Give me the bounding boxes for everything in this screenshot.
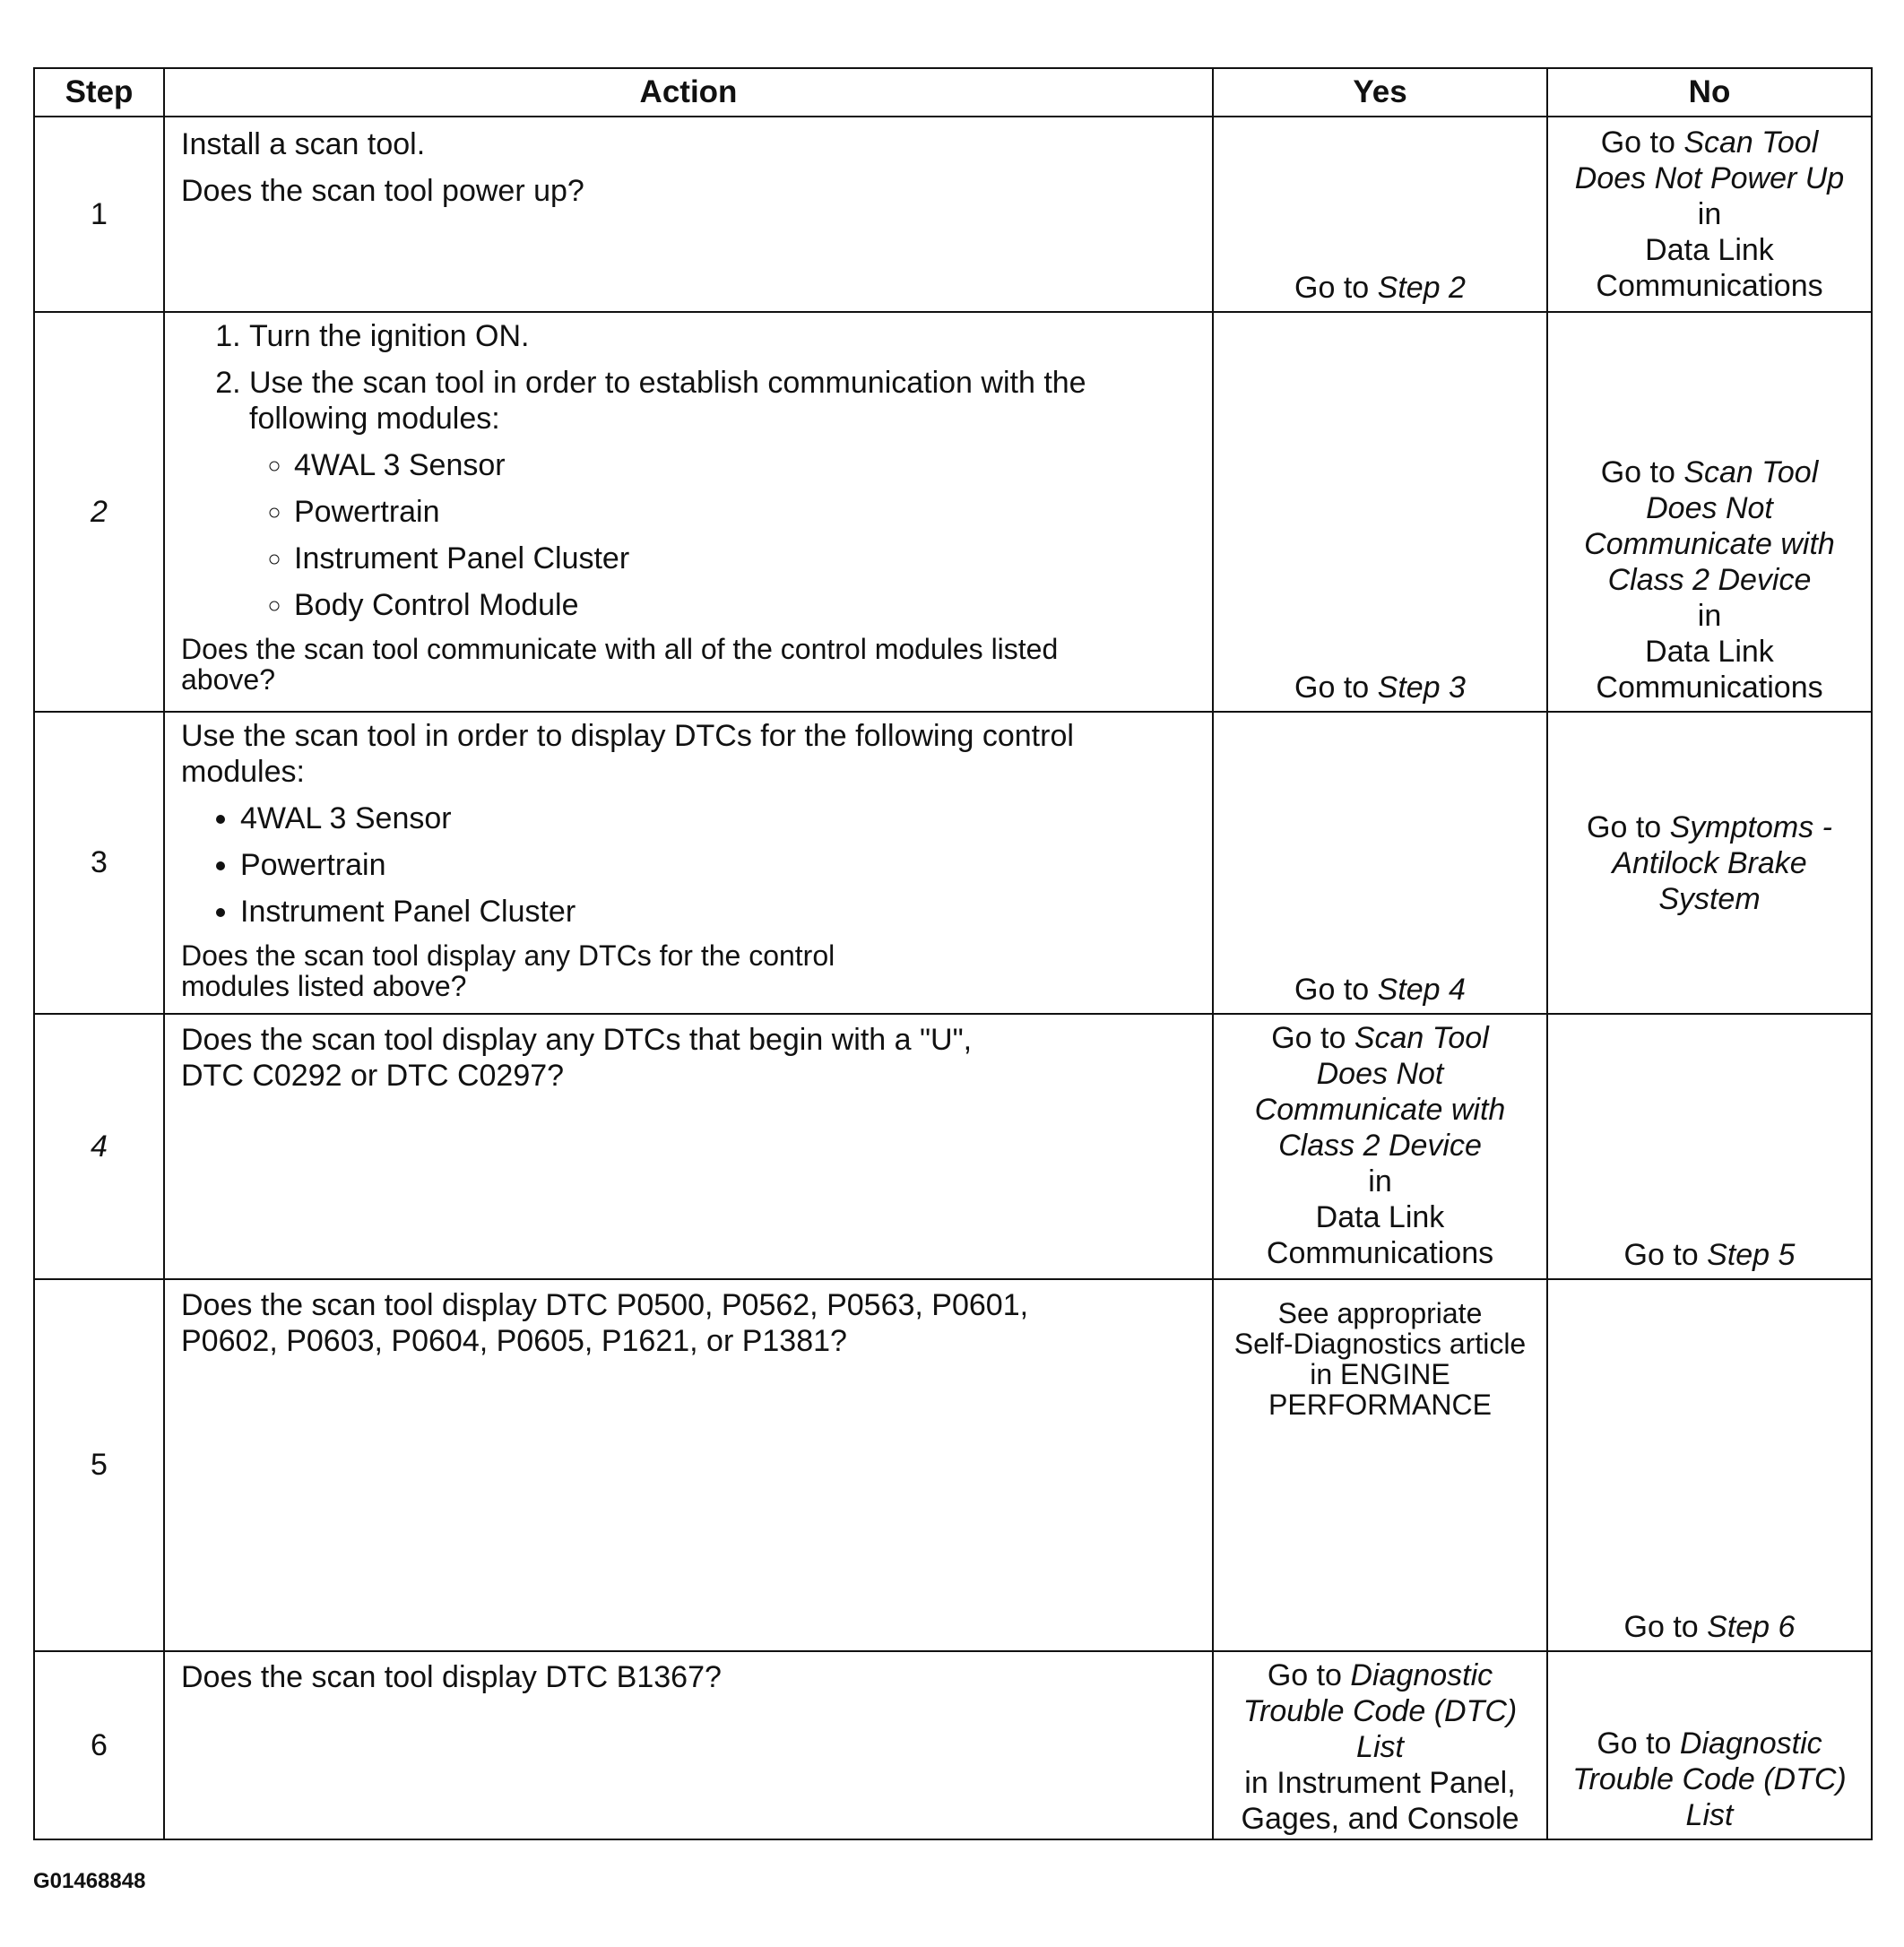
no-cell [1548, 1280, 1871, 1652]
action-question: Does the scan tool display any DTCs for the control modules listed above? [181, 939, 835, 1002]
action-cell [165, 713, 1214, 1015]
action-question: Does the scan tool display DTC P0500, P0562, P0563, P0601, P0602, P0603, P0604, P0605, P1621, or P1381? [181, 1288, 1029, 1358]
no-cell [1548, 1015, 1871, 1280]
step-number: 2 [35, 313, 165, 713]
step-number: 6 [35, 1652, 165, 1839]
procedure-link[interactable]: Does Not [1646, 491, 1773, 525]
no-text: Go to [1623, 1238, 1708, 1272]
no-text: Go to [1600, 125, 1684, 160]
yes-text: in ENGINE [1310, 1358, 1450, 1390]
procedure-link[interactable]: System [1658, 881, 1761, 916]
section-name: Data Link [1315, 1200, 1445, 1234]
procedure-link[interactable]: Trouble Code (DTC) [1242, 1694, 1518, 1728]
instruction-item: 2. Use the scan tool in order to establish communication with the following modules: ◦ 4WAL 3 Sensor ◦ Powertrain ◦ Instrument Panel Cluster ◦ Body Control Module [249, 365, 1196, 623]
procedure-link[interactable]: Symptoms - [1669, 809, 1832, 844]
yes-text: Go to [1271, 1021, 1354, 1055]
procedure-link[interactable]: Trouble Code (DTC) [1572, 1762, 1847, 1796]
figure-code: G01468848 [33, 1869, 146, 1893]
yes-text: Self-Diagnostics article [1233, 1328, 1527, 1360]
yes-text: Go to [1294, 671, 1378, 705]
no-cell [1548, 713, 1871, 1015]
section-name: Gages, and Console [1241, 1802, 1519, 1836]
action-cell [165, 1280, 1214, 1652]
header-step: Step [35, 69, 165, 117]
procedure-link[interactable]: Communicate with [1254, 1093, 1506, 1127]
section-name: Data Link [1645, 233, 1774, 267]
action-cell [165, 1652, 1214, 1839]
section-name: Communications [1596, 671, 1823, 705]
procedure-link[interactable]: Antilock Brake [1612, 845, 1807, 880]
no-cell [1548, 117, 1871, 313]
procedure-link[interactable]: Scan Tool [1683, 125, 1819, 160]
section-name: in Instrument Panel, [1244, 1766, 1516, 1800]
action-cell [165, 117, 1214, 313]
module-item: • Instrument Panel Cluster [240, 894, 1196, 930]
no-cell [1548, 1652, 1871, 1839]
procedure-link[interactable]: Does Not [1316, 1057, 1444, 1091]
module-list [181, 800, 1196, 930]
yes-cell [1214, 117, 1548, 313]
action-cell [165, 313, 1214, 713]
no-text: Go to [1587, 809, 1670, 844]
step-link[interactable]: Step 6 [1707, 1610, 1796, 1644]
procedure-link[interactable]: Class 2 Device [1607, 563, 1812, 597]
action-cell [165, 1015, 1214, 1280]
procedure-link[interactable]: List [1685, 1798, 1734, 1832]
yes-text: in [1368, 1164, 1392, 1198]
procedure-link[interactable]: Communicate with [1584, 527, 1835, 561]
no-text: Go to [1623, 1610, 1708, 1644]
procedure-link[interactable]: Diagnostic [1679, 1726, 1822, 1761]
yes-cell [1214, 313, 1548, 713]
module-item: ◦ Powertrain [294, 494, 1160, 530]
action-text: Install a scan tool. [181, 127, 426, 161]
yes-cell [1214, 713, 1548, 1015]
no-text: Go to [1600, 455, 1684, 489]
action-question: Does the scan tool communicate with all of the control modules listed above? [181, 633, 1059, 696]
module-item: ◦ Instrument Panel Cluster [294, 541, 1160, 576]
step-link[interactable]: Step 4 [1377, 973, 1466, 1007]
yes-text: Go to [1267, 1658, 1351, 1692]
diagnostic-table [33, 67, 1873, 1840]
yes-cell [1214, 1015, 1548, 1280]
step-number: 1 [35, 117, 165, 313]
section-name: Communications [1266, 1236, 1494, 1270]
instruction-list [181, 318, 1196, 623]
no-text: Go to [1597, 1726, 1680, 1761]
yes-text: Go to [1294, 973, 1378, 1007]
instruction-item: 1. Turn the ignition ON. [249, 318, 1196, 354]
module-item: ◦ 4WAL 3 Sensor [294, 447, 1160, 483]
header-yes: Yes [1214, 69, 1548, 117]
no-text: in [1697, 599, 1722, 633]
action-text: Use the scan tool in order to display DTCs for the following control modules: [181, 719, 1074, 789]
module-item: • Powertrain [240, 847, 1196, 883]
procedure-link[interactable]: Does Not Power Up [1574, 161, 1845, 195]
no-text: in [1697, 197, 1722, 231]
step-number: 3 [35, 713, 165, 1015]
no-cell [1548, 313, 1871, 713]
module-list [249, 447, 1160, 623]
module-item: ◦ Body Control Module [294, 587, 1160, 623]
procedure-link[interactable]: Diagnostic [1350, 1658, 1493, 1692]
header-action: Action [165, 69, 1214, 117]
step-link[interactable]: Step 3 [1377, 671, 1466, 705]
module-item: • 4WAL 3 Sensor [240, 800, 1196, 836]
yes-text: Go to [1294, 271, 1378, 305]
step-number: 5 [35, 1280, 165, 1652]
step-number: 4 [35, 1015, 165, 1280]
action-question: Does the scan tool display any DTCs that begin with a "U", DTC C0292 or DTC C0297? [181, 1023, 973, 1093]
action-question: Does the scan tool display DTC B1367? [181, 1660, 722, 1694]
procedure-link[interactable]: Class 2 Device [1278, 1129, 1482, 1163]
header-no: No [1548, 69, 1871, 117]
step-link[interactable]: Step 2 [1377, 271, 1466, 305]
yes-cell [1214, 1280, 1548, 1652]
step-link[interactable]: Step 5 [1707, 1238, 1796, 1272]
procedure-link[interactable]: List [1356, 1730, 1404, 1764]
yes-text: PERFORMANCE [1268, 1389, 1492, 1421]
procedure-link[interactable]: Scan Tool [1354, 1021, 1489, 1055]
section-name: Data Link [1645, 635, 1774, 669]
yes-text: See appropriate [1277, 1297, 1483, 1329]
procedure-link[interactable]: Scan Tool [1683, 455, 1819, 489]
action-question: Does the scan tool power up? [181, 174, 584, 208]
yes-cell [1214, 1652, 1548, 1839]
section-name: Communications [1596, 269, 1823, 303]
